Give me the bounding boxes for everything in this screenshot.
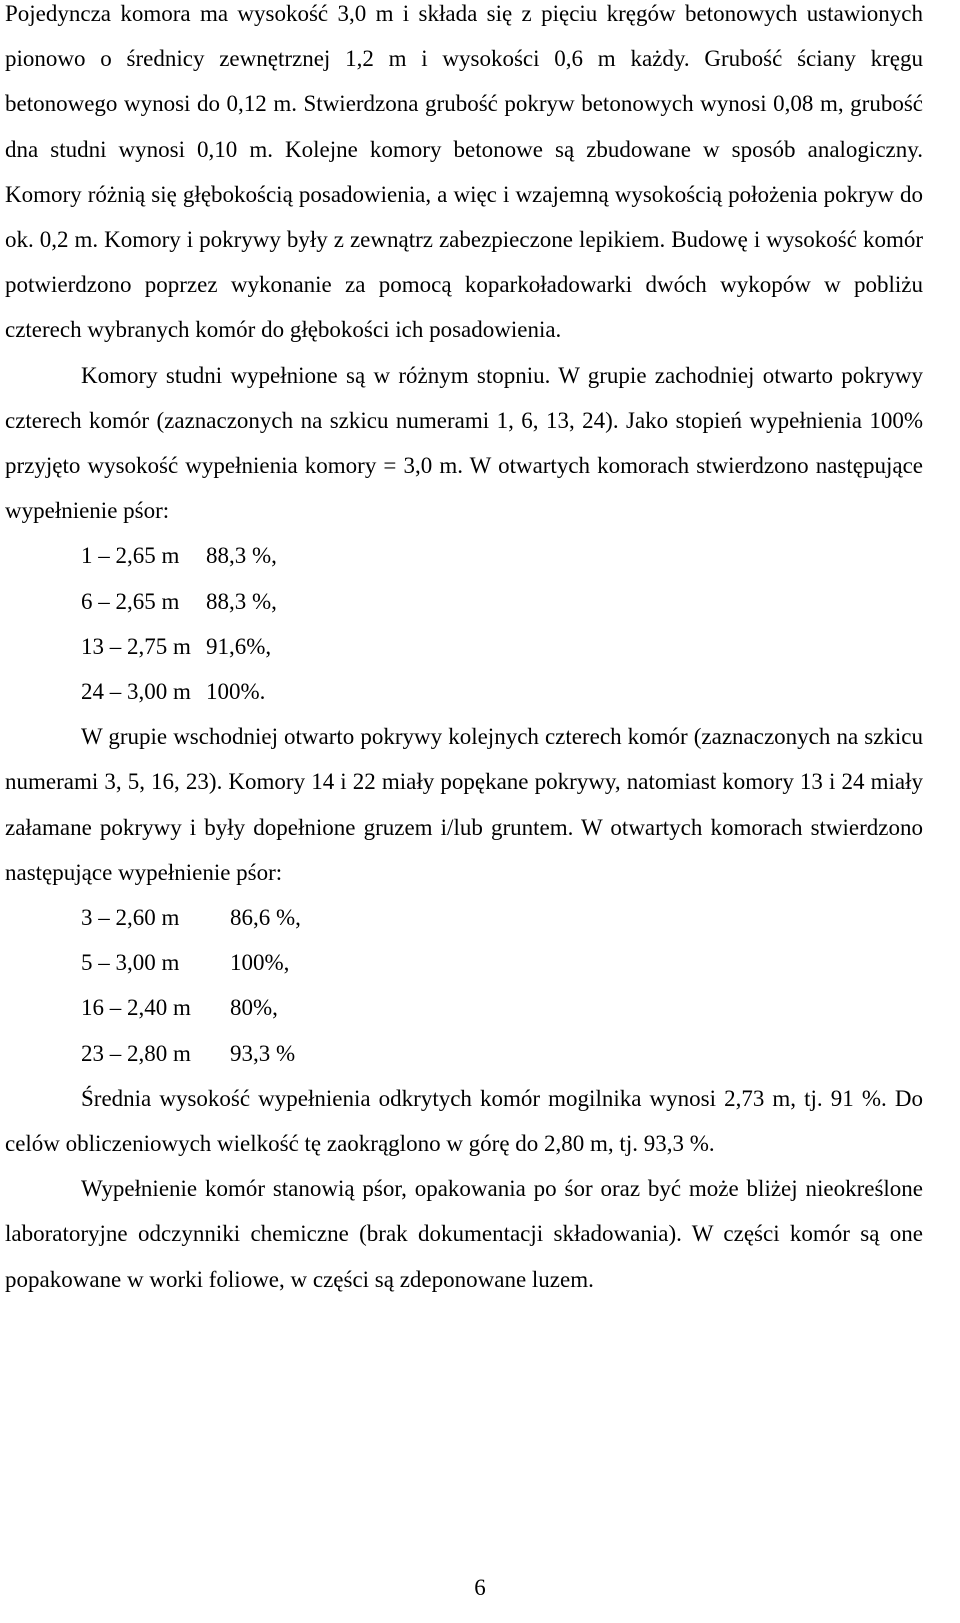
list-item (5, 624, 923, 669)
list-item (5, 940, 923, 985)
paragraph-west-group: Komory studni wypełnione są w różnym stopniu. W grupie zachodniej otwarto pokrywy czterech komór (zaznaczonych na szkicu numerami 1, 6, 13, 24). Jako stopień wypełnienia 100% przyjęto wysokość wypełnienia komory = 3,0 m. W otwartych komorach stwierdzono następujące wypełnienie pśor: (5, 362, 923, 524)
document-body (5, 0, 923, 1302)
list-item-percent: 93,3 % (230, 1040, 296, 1066)
list-item-percent: 88,3 %, (206, 543, 277, 569)
paragraph-contents: Wypełnienie komór stanowią pśor, opakowania po śor oraz być może bliżej nieokreślone laboratoryjne odczynniki chemiczne (brak dokumentacji składowania). W części komór są one popakowane w worki foliowe, w części są zdeponowane luzem. (5, 1176, 923, 1292)
list-item-percent: 88,3 %, (206, 588, 277, 614)
list-item (5, 985, 923, 1030)
list-item-label: 13 – 2,75 m (81, 633, 191, 659)
west-fill-list (5, 533, 923, 714)
list-item-percent: 100%. (206, 679, 266, 705)
list-item-label: 16 – 2,40 m (81, 995, 191, 1021)
list-item-label: 1 – 2,65 m (81, 543, 180, 569)
list-item (5, 895, 923, 940)
list-item-label: 3 – 2,60 m (81, 905, 180, 931)
paragraph-construction: Pojedyncza komora ma wysokość 3,0 m i składa się z pięciu kręgów betonowych ustawionych pionowo o średnicy zewnętrznej 1,2 m i wysokości 0,6 m każdy. Grubość ściany kręgu betonowego wynosi do 0,12 m. Stwierdzona grubość pokryw betonowych wynosi 0,08 m, grubość dna studni wynosi 0,10 m. Kolejne komory betonowe są zbudowane w sposób analogiczny. Komory różnią się głębokością posadowienia, a więc i wzajemną wysokością położenia pokryw do ok. 0,2 m. Komory i pokrywy były z zewnątrz zabezpieczone lepikiem. Budowę i wysokość komór potwierdzono poprzez wykonanie za pomocą koparkoładowarki dwóch wykopów w pobliżu czterech wybranych komór do głębokości ich posadowienia. (5, 1, 923, 343)
east-fill-list (5, 895, 923, 1076)
list-item-label: 24 – 3,00 m (81, 679, 191, 705)
list-item-percent: 80%, (230, 995, 278, 1021)
list-item-percent: 91,6%, (206, 633, 272, 659)
list-item (5, 669, 923, 714)
paragraph-average-fill: Średnia wysokość wypełnienia odkrytych komór mogilnika wynosi 2,73 m, tj. 91 %. Do celów obliczeniowych wielkość tę zaokrąglono w górę do 2,80 m, tj. 93,3 %. (5, 1085, 923, 1157)
list-item-label: 23 – 2,80 m (81, 1040, 191, 1066)
list-item (5, 533, 923, 578)
list-item-label: 5 – 3,00 m (81, 950, 180, 976)
paragraph-east-group: W grupie wschodniej otwarto pokrywy kolejnych czterech komór (zaznaczonych na szkicu numerami 3, 5, 16, 23). Komory 14 i 22 miały popękane pokrywy, natomiast komory 13 i 24 miały załamane pokrywy i były dopełnione gruzem i/lub gruntem. W otwartych komorach stwierdzono następujące wypełnienie pśor: (5, 724, 923, 885)
list-item-percent: 100%, (230, 950, 290, 976)
list-item-label: 6 – 2,65 m (81, 588, 180, 614)
list-item (5, 579, 923, 624)
list-item-percent: 86,6 %, (230, 905, 301, 931)
page-number: 6 (474, 1575, 486, 1600)
list-item (5, 1031, 923, 1076)
